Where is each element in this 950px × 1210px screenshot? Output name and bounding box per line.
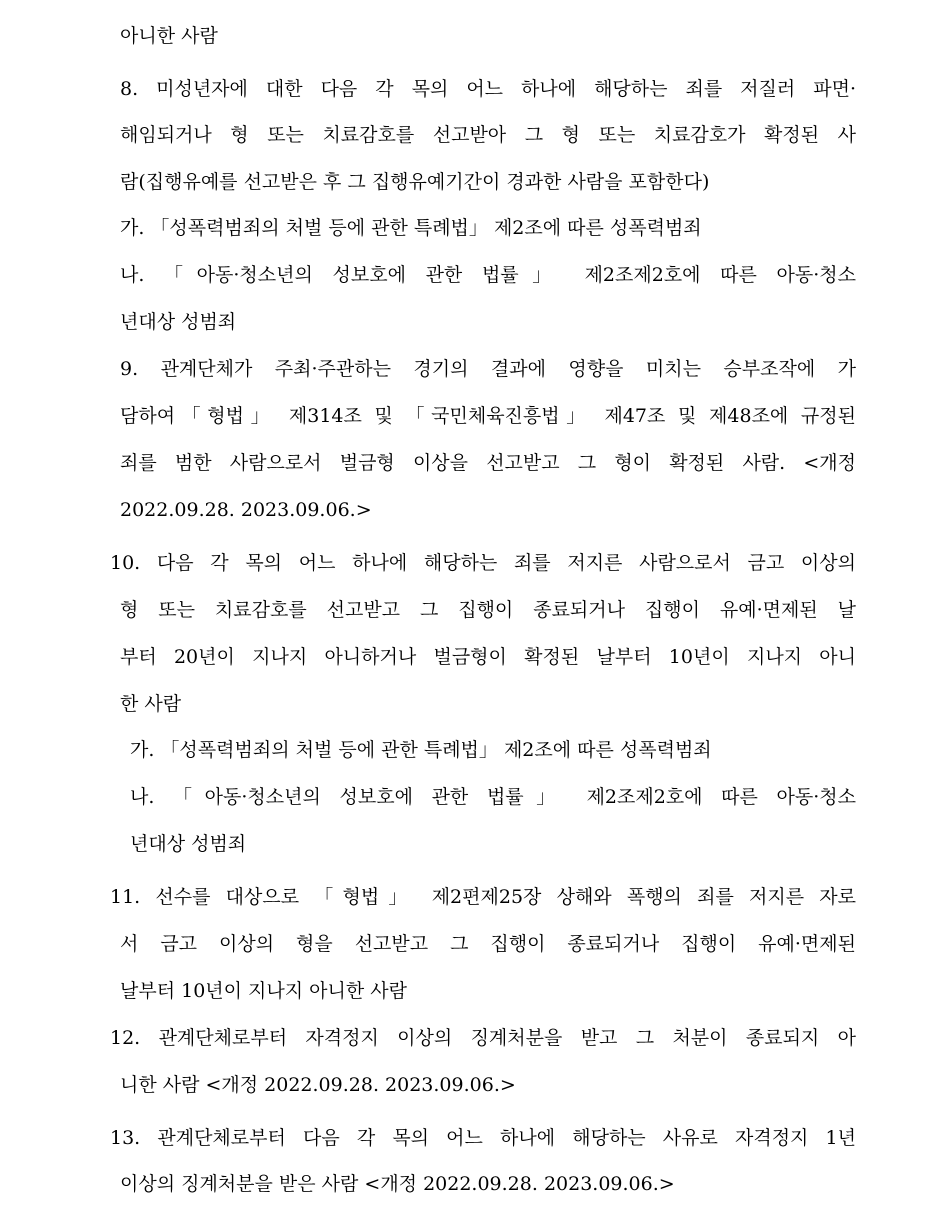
item-12-amendment: 니한 사람 <개정 2022.09.28. 2023.09.06.> bbox=[120, 1074, 516, 1096]
item-9-amendment: 2022.09.28. 2023.09.06.> bbox=[120, 499, 372, 521]
item-10-line: 10. 다음 각 목의 어느 하나에 해당하는 죄를 저지른 사람으로서 금고 이상의 bbox=[110, 552, 856, 574]
item-11-line: 날부터 10년이 지나지 아니한 사람 bbox=[120, 980, 407, 1002]
item-8-line: 해임되거나 형 또는 치료감호를 선고받아 그 형 또는 치료감호가 확정된 사 bbox=[120, 124, 856, 146]
item-11-line: 서 금고 이상의 형을 선고받고 그 집행이 종료되거나 집행이 유예·면제된 bbox=[120, 933, 856, 955]
item-10-subitem-na-cont: 년대상 성범죄 bbox=[130, 833, 247, 855]
item-8-line: 8. 미성년자에 대한 다음 각 목의 어느 하나에 해당하는 죄를 저질러 파면· bbox=[120, 78, 856, 100]
text-line: 아니한 사람 bbox=[120, 25, 218, 47]
item-8-subitem-ga: 가. 「성폭력범죄의 처벌 등에 관한 특례법」 제2조에 따른 성폭력범죄 bbox=[120, 217, 702, 239]
item-9-line: 9. 관계단체가 주최·주관하는 경기의 결과에 영향을 미치는 승부조작에 가 bbox=[120, 358, 856, 380]
item-10-subitem-ga: 가. 「성폭력범죄의 처벌 등에 관한 특례법」 제2조에 따른 성폭력범죄 bbox=[130, 739, 712, 761]
item-8-subitem-na: 나. 「아동·청소년의 성보호에 관한 법률」 제2조제2호에 따른 아동·청소 bbox=[120, 264, 856, 286]
item-10-subitem-na: 나. 「아동·청소년의 성보호에 관한 법률」 제2조제2호에 따른 아동·청소 bbox=[130, 786, 856, 808]
item-10-line: 한 사람 bbox=[120, 693, 182, 715]
item-12-line: 12. 관계단체로부터 자격정지 이상의 징계처분을 받고 그 처분이 종료되지 아 bbox=[110, 1027, 856, 1049]
item-13-line: 13. 관계단체로부터 다음 각 목의 어느 하나에 해당하는 사유로 자격정지 1년 bbox=[110, 1127, 856, 1149]
item-10-line: 형 또는 치료감호를 선고받고 그 집행이 종료되거나 집행이 유예·면제된 날 bbox=[120, 599, 856, 621]
item-9-line: 담하여「형법」 제314조 및 「국민체육진흥법」 제47조 및 제48조에 규정된 bbox=[120, 405, 856, 427]
item-11-line: 11. 선수를 대상으로 「형법」 제2편제25장 상해와 폭행의 죄를 저지른 자로 bbox=[110, 886, 856, 908]
item-8-subitem-na-cont: 년대상 성범죄 bbox=[120, 311, 237, 333]
item-10-line: 부터 20년이 지나지 아니하거나 벌금형이 확정된 날부터 10년이 지나지 아니 bbox=[120, 646, 856, 668]
item-13-amendment: 이상의 징계처분을 받은 사람 <개정 2022.09.28. 2023.09.06.> bbox=[120, 1173, 675, 1195]
item-8-line: 람(집행유예를 선고받은 후 그 집행유예기간이 경과한 사람을 포함한다) bbox=[120, 171, 710, 193]
item-9-line: 죄를 범한 사람으로서 벌금형 이상을 선고받고 그 형이 확정된 사람. <개정 bbox=[120, 452, 856, 474]
